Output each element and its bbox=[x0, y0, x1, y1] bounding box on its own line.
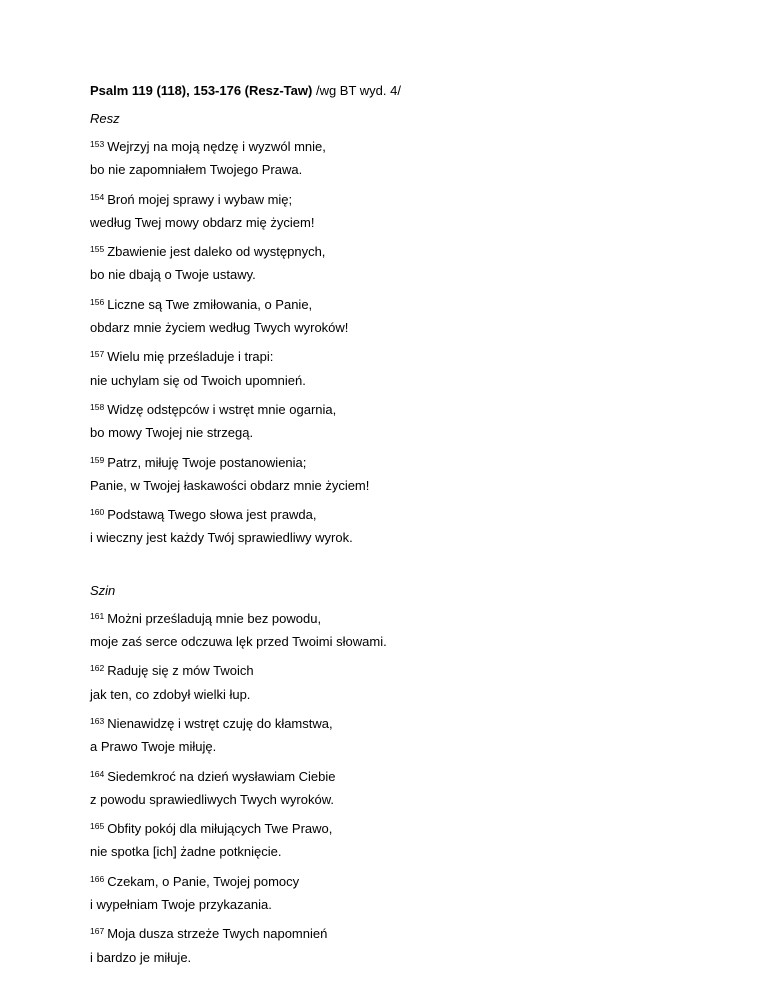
verse-text: nie spotka [ich] żadne potknięcie. bbox=[90, 844, 282, 860]
verse-text: Czekam, o Panie, Twojej pomocy bbox=[107, 873, 300, 889]
verse-text: Panie, w Twojej łaskawości obdarz mnie życiem! bbox=[90, 477, 370, 493]
verse-line bbox=[90, 189, 690, 215]
verse-number: 161 bbox=[90, 610, 105, 621]
verse-number: 159 bbox=[90, 454, 105, 465]
verse-number: 167 bbox=[90, 926, 105, 937]
verse-text: jak ten, co zdobył wielki łup. bbox=[90, 686, 251, 702]
verse-number: 154 bbox=[90, 191, 105, 202]
verse-line bbox=[90, 923, 690, 949]
verse-text: i wieczny jest każdy Twój sprawiedliwy wyrok. bbox=[90, 530, 353, 546]
verse-text: Widzę odstępców i wstręt mnie ogarnia, bbox=[107, 401, 337, 417]
verse-text: bo nie dbają o Twoje ustawy. bbox=[90, 267, 256, 283]
verse-number: 166 bbox=[90, 873, 105, 884]
psalm-sections bbox=[90, 111, 690, 976]
verse-text: i wypełniam Twoje przykazania. bbox=[90, 897, 272, 913]
verse-number: 156 bbox=[90, 296, 105, 307]
verse-line bbox=[90, 162, 690, 188]
verse-line bbox=[90, 504, 690, 530]
verse-text: Raduję się z mów Twoich bbox=[107, 663, 254, 679]
section-gap bbox=[90, 557, 690, 583]
verse-line bbox=[90, 950, 690, 976]
verse-number: 153 bbox=[90, 139, 105, 149]
verse-line bbox=[90, 739, 690, 765]
section-label: Szin bbox=[90, 582, 116, 598]
verse-line bbox=[90, 425, 690, 451]
verse-line bbox=[90, 766, 690, 792]
verse-text: Możni prześladują mnie bez powodu, bbox=[107, 610, 322, 626]
verse-line bbox=[90, 294, 690, 320]
verse-line bbox=[90, 452, 690, 478]
verse-text: Patrz, miłuję Twoje postanowienia; bbox=[107, 454, 307, 470]
verse-number: 163 bbox=[90, 715, 105, 726]
verse-text: według Twej mowy obdarz mię życiem! bbox=[90, 214, 315, 230]
verse-text: moje zaś serce odczuwa lęk przed Twoimi słowami. bbox=[90, 634, 387, 650]
verse-number: 155 bbox=[90, 244, 105, 255]
document-content bbox=[90, 83, 690, 976]
verse-number: 165 bbox=[90, 821, 105, 832]
verse-text: a Prawo Twoje miłuję. bbox=[90, 739, 217, 755]
verse-text: Nienawidzę i wstręt czuję do kłamstwa, bbox=[107, 715, 333, 731]
verse-text: i bardzo je miłuje. bbox=[90, 949, 192, 965]
verse-number: 164 bbox=[90, 768, 105, 779]
verse-line bbox=[90, 634, 690, 660]
verse-text: bo mowy Twojej nie strzegą. bbox=[90, 425, 254, 441]
verse-line bbox=[90, 687, 690, 713]
verse-line bbox=[90, 608, 690, 634]
psalm-title bbox=[90, 83, 690, 111]
verse-number: 158 bbox=[90, 401, 105, 412]
verse-text: Broń mojej sprawy i wybaw mię; bbox=[107, 191, 293, 207]
verse-text: Liczne są Twe zmiłowania, o Panie, bbox=[107, 296, 313, 312]
verse-text: Wielu mię prześladuje i trapi: bbox=[107, 349, 274, 365]
verse-text: Moja dusza strzeże Twych napomnień bbox=[107, 926, 328, 942]
verse-text: bo nie zapomniałem Twojego Prawa. bbox=[90, 162, 303, 178]
verse-line bbox=[90, 660, 690, 686]
verse-text: Podstawą Twego słowa jest prawda, bbox=[107, 507, 317, 523]
verse-line bbox=[90, 713, 690, 739]
verse-line bbox=[90, 241, 690, 267]
verse-number: 162 bbox=[90, 663, 105, 674]
verse-text: obdarz mnie życiem według Twych wyroków! bbox=[90, 320, 349, 336]
verse-line bbox=[90, 897, 690, 923]
verse-text: nie uchylam się od Twoich upomnień. bbox=[90, 372, 306, 388]
psalm-title-bold: Psalm 119 (118), 153-176 (Resz-Taw) bbox=[90, 83, 313, 98]
verse-text: Wejrzyj na moją nędzę i wyzwól mnie, bbox=[107, 139, 326, 154]
verse-line bbox=[90, 530, 690, 556]
verse-line bbox=[90, 373, 690, 399]
verse-line bbox=[90, 399, 690, 425]
section-label: Resz bbox=[90, 111, 120, 126]
verse-text: z powodu sprawiedliwych Twych wyroków. bbox=[90, 791, 334, 807]
verse-line bbox=[90, 818, 690, 844]
verse-text: Zbawienie jest daleko od występnych, bbox=[107, 244, 326, 260]
verse-line bbox=[90, 871, 690, 897]
verse-line bbox=[90, 267, 690, 293]
verse-line bbox=[90, 136, 690, 162]
psalm-title-source: /wg BT wyd. 4/ bbox=[315, 83, 401, 98]
verse-number: 160 bbox=[90, 507, 105, 518]
verse-line bbox=[90, 320, 690, 346]
verse-line bbox=[90, 346, 690, 372]
verse-line bbox=[90, 844, 690, 870]
verse-number: 157 bbox=[90, 349, 105, 360]
verse-line bbox=[90, 792, 690, 818]
verse-text: Obfity pokój dla miłujących Twe Prawo, bbox=[107, 821, 333, 837]
verse-line bbox=[90, 478, 690, 504]
verse-text: Siedemkroć na dzień wysławiam Ciebie bbox=[107, 768, 336, 784]
verse-line bbox=[90, 215, 690, 241]
